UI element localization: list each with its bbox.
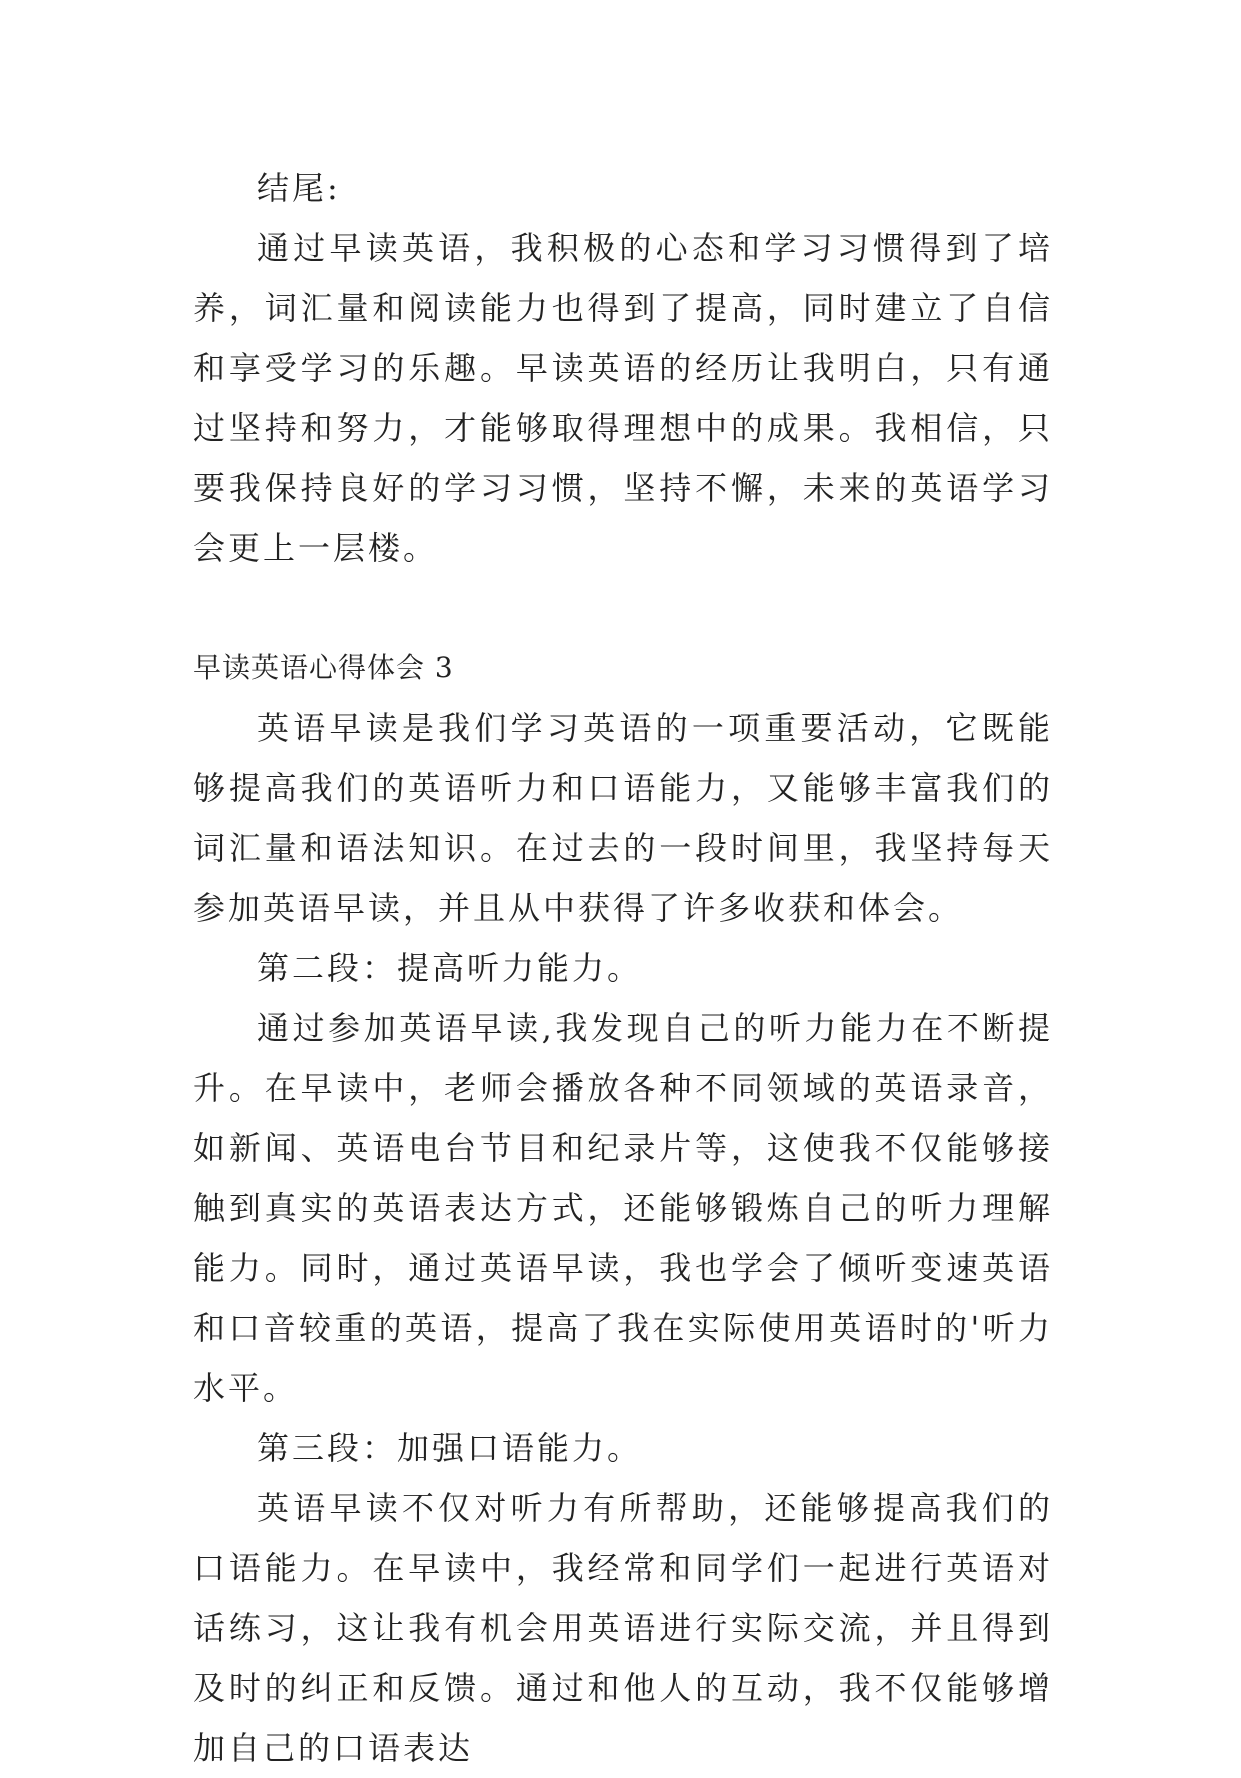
section-3-paragraph-3: 英语早读不仅对听力有所帮助，还能够提高我们的口语能力。在早读中，我经常和同学们一起进行英语对话练习，这让我有机会用英语进行实际交流，并且得到及时的纠正和反馈。通过和他人的互动，我不仅能够增加自己的口语表达 [193, 1489, 1053, 1767]
section-3-title: 早读英语心得体会 3 [193, 651, 454, 684]
document-content [193, 158, 1053, 1778]
section-3-subheading-2: 第二段：提高听力能力。 [257, 949, 643, 987]
section-3-subheading-3: 第三段：加强口语能力。 [257, 1429, 643, 1467]
ending-paragraph: 通过早读英语，我积极的心态和学习习惯得到了培养，词汇量和阅读能力也得到了提高，同时建立了自信和享受学习的乐趣。早读英语的经历让我明白，只有通过坚持和努力，才能够取得理想中的成果。我相信，只要我保持良好的学习习惯，坚持不懈，未来的英语学习会更上一层楼。 [193, 229, 1053, 567]
section-3-paragraph-1: 英语早读是我们学习英语的一项重要活动，它既能够提高我们的英语听力和口语能力，又能够丰富我们的词汇量和语法知识。在过去的一段时间里，我坚持每天参加英语早读，并且从中获得了许多收获和体会。 [193, 709, 1053, 927]
section-3-paragraph-2: 通过参加英语早读,我发现自己的听力能力在不断提升。在早读中，老师会播放各种不同领域的英语录音，如新闻、英语电台节目和纪录片等，这使我不仅能够接触到真实的英语表达方式，还能够锻炼自己的听力理解能力。同时，通过英语早读，我也学会了倾听变速英语和口音较重的英语，提高了我在实际使用英语时的'听力水平。 [193, 1009, 1053, 1407]
ending-heading: 结尾: [257, 169, 341, 207]
